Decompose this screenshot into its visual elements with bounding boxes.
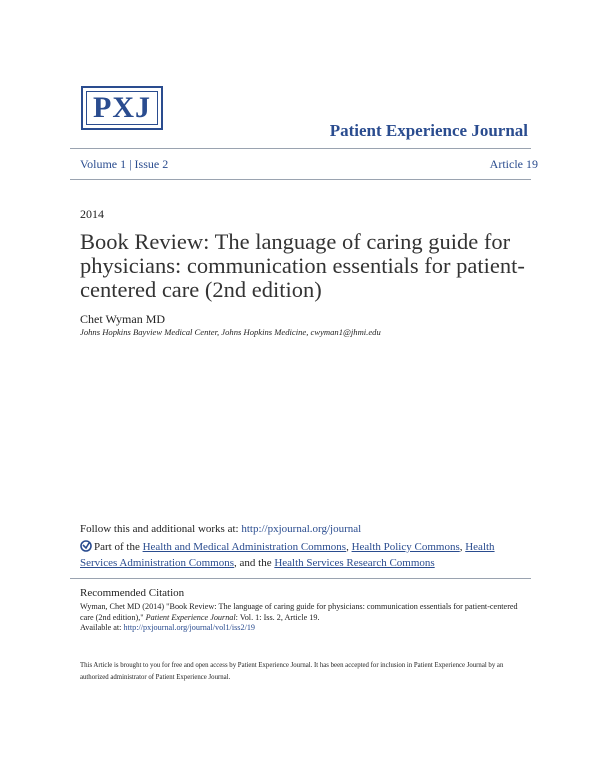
citation-available-label: Available at: bbox=[80, 623, 122, 632]
health-services-admin-commons-link[interactable]: Health Services Administration Commons bbox=[80, 541, 495, 569]
citation-text bbox=[80, 602, 530, 634]
citation-line1: Wyman, Chet MD (2014) "Book Review: The language of caring guide for physicians: communication essentials for patient-centered care (2nd edition)," bbox=[80, 602, 518, 622]
citation-url-link[interactable]: http://pxjournal.org/journal/vol1/iss2/19 bbox=[123, 623, 256, 632]
citation-journal: Patient Experience Journal bbox=[145, 612, 236, 622]
part-of-sep-1: , bbox=[346, 541, 349, 553]
header-rule-top bbox=[70, 148, 531, 149]
publication-year: 2014 bbox=[80, 207, 104, 221]
volume-link[interactable]: Volume 1 bbox=[80, 157, 127, 171]
author-name: Chet Wyman MD bbox=[80, 312, 166, 326]
article-title: Book Review: The language of caring guide for physicians: communication essentials for patient-centered care (2nd edition) bbox=[80, 229, 525, 302]
part-of-sep-2: , bbox=[459, 541, 463, 553]
follow-line bbox=[80, 523, 361, 535]
health-medical-admin-commons-link[interactable]: Health and Medical Administration Commons bbox=[142, 541, 347, 553]
volume-issue bbox=[80, 157, 168, 172]
follow-text: Follow this and additional works at: bbox=[80, 523, 239, 535]
citation-rule bbox=[70, 578, 531, 579]
issue-link[interactable]: Issue 2 bbox=[134, 157, 169, 171]
logo-text: PXJ bbox=[93, 91, 151, 124]
volume-issue-separator: | bbox=[129, 157, 132, 171]
health-services-research-commons-link[interactable]: Health Services Research Commons bbox=[274, 557, 435, 569]
part-of-sep-3: , and the bbox=[234, 557, 272, 569]
journal-name[interactable]: Patient Experience Journal bbox=[329, 121, 528, 140]
follow-url-link[interactable]: http://pxjournal.org/journal bbox=[241, 523, 362, 535]
recommended-citation-heading: Recommended Citation bbox=[80, 587, 185, 599]
part-of-commons bbox=[80, 540, 530, 570]
network-icon bbox=[80, 540, 92, 556]
part-of-prefix: Part of the bbox=[94, 541, 140, 553]
header-rule-bottom bbox=[70, 179, 531, 180]
pxj-logo bbox=[81, 86, 163, 130]
footer-notice: This Article is brought to you for free and open access by Patient Experience Journal. It has been accepted for inclusion in Patient Experience Journal by an authorized administrator of Patient Experience Journal. bbox=[80, 662, 504, 681]
article-number[interactable]: Article 19 bbox=[489, 157, 538, 171]
citation-rest: : Vol. 1: Iss. 2, Article 19. bbox=[235, 612, 320, 622]
health-policy-commons-link[interactable]: Health Policy Commons bbox=[351, 541, 460, 553]
author-affiliation: Johns Hopkins Bayview Medical Center, Johns Hopkins Medicine, cwyman1@jhmi.edu bbox=[80, 327, 381, 337]
